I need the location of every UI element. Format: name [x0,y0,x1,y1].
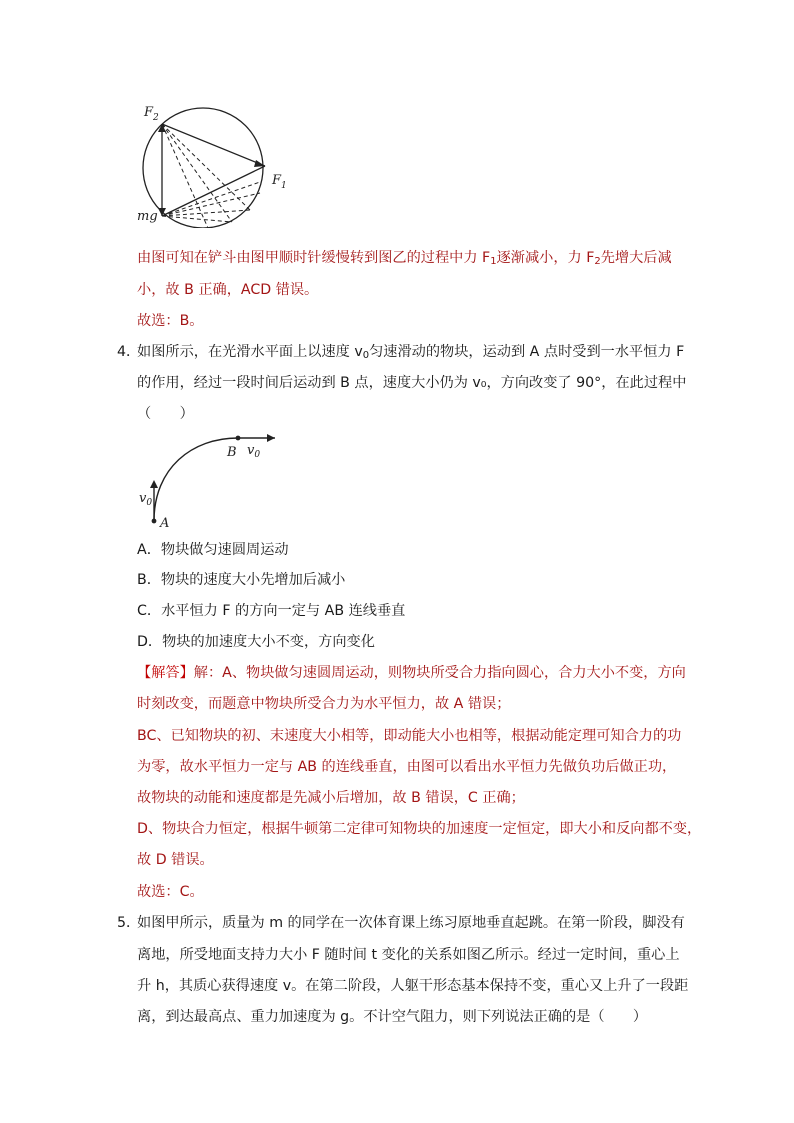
arrowhead-b [267,434,275,442]
q4-solution-line7: 故 D 错误。 [137,852,214,868]
q4-solution-line1: 【解答】解：A、物块做匀速圆周运动，则物块所受合力指向圆心，合力大小不变，方向 [137,665,686,681]
point-a [152,519,157,524]
q4-solution-line5: 故物块的动能和速度都是先减小后增加，故 B 错误，C 正确； [137,790,525,806]
label-mg: mg [137,209,158,224]
q4-answer: 故选：C。 [137,884,204,900]
q3-solution-line2: 小，故 B 正确，ACD 错误。 [137,282,319,298]
q4-option-a: A．物块做匀速圆周运动 [137,542,289,558]
force-circle-diagram [132,98,302,228]
label-v0-top: $v_0$ [247,443,261,460]
q4-stem-line2: 的作用，经过一段时间后运动到 B 点，速度大小仍为 v₀，方向改变了 90°，在此过程中 [137,375,687,391]
point-b [236,436,241,441]
q5-line2: 离地，所受地面支持力大小 F 随时间 t 变化的关系如图乙所示。经过一定时间，重心上 [137,947,680,963]
q3-answer: 故选：B。 [137,313,204,329]
arrowhead-a [150,480,158,488]
q4-solution-line4: 为零，故水平恒力一定与 AB 的连线垂直，由图可以看出水平恒力先做负功后做正功， [137,759,677,775]
trajectory-arc [154,438,238,521]
q5-line1: 如图甲所示，质量为 m 的同学在一次体育课上练习原地垂直起跳。在第一阶段，脚没有 [137,915,685,931]
solution-tag: 【解答】 [137,665,194,681]
q4-option-d: D．物块的加速度大小不变，方向变化 [137,634,375,650]
q4-stem-line1: 如图所示，在光滑水平面上以速度 $v_0$匀速滑动的物块，运动到 A 点时受到一水平恒力 F [137,344,685,361]
q4-solution-line2: 时刻改变，而题意中物块所受合力为水平恒力，故 A 错误； [137,696,511,712]
q4-solution-line6: D、物块合力恒定，根据牛顿第二定律可知物块的加速度一定恒定，即大小和反向都不变， [137,821,702,837]
q4-solution-line3: BC、已知物块的初、末速度大小相等，即动能大小也相等，根据动能定理可知合力的功 [137,728,682,744]
q5-line4: 离，到达最高点、重力加速度为 g。不计空气阻力，则下列说法正确的是（ ） [137,1009,648,1025]
q4-stem-line3: （ ） [137,406,194,422]
q3-solution-line1: 由图可知在铲斗由图甲顺时针缓慢转到图乙的过程中力 $F_1$逐渐减小，力 $F_2$先增大后减 [137,250,672,267]
q4-number: 4． [117,344,141,360]
label-f1: $F_1$ [272,173,287,191]
label-v0-left: $v_0$ [139,491,153,508]
label-a: A [160,516,170,531]
q4-option-c: C．水平恒力 F 的方向一定与 AB 连线垂直 [137,603,406,619]
q5-number: 5． [117,915,141,931]
q5-line3: 升 h，其质心获得速度 v。在第二阶段，人躯干形态基本保持不变，重心又上升了一段距 [137,978,689,994]
mg-to-f1-line [162,166,265,216]
label-f2: $F_2$ [144,105,159,123]
trajectory-diagram [132,428,292,533]
label-b: B [227,445,237,460]
q4-option-b: B．物块的速度大小先增加后减小 [137,572,346,588]
